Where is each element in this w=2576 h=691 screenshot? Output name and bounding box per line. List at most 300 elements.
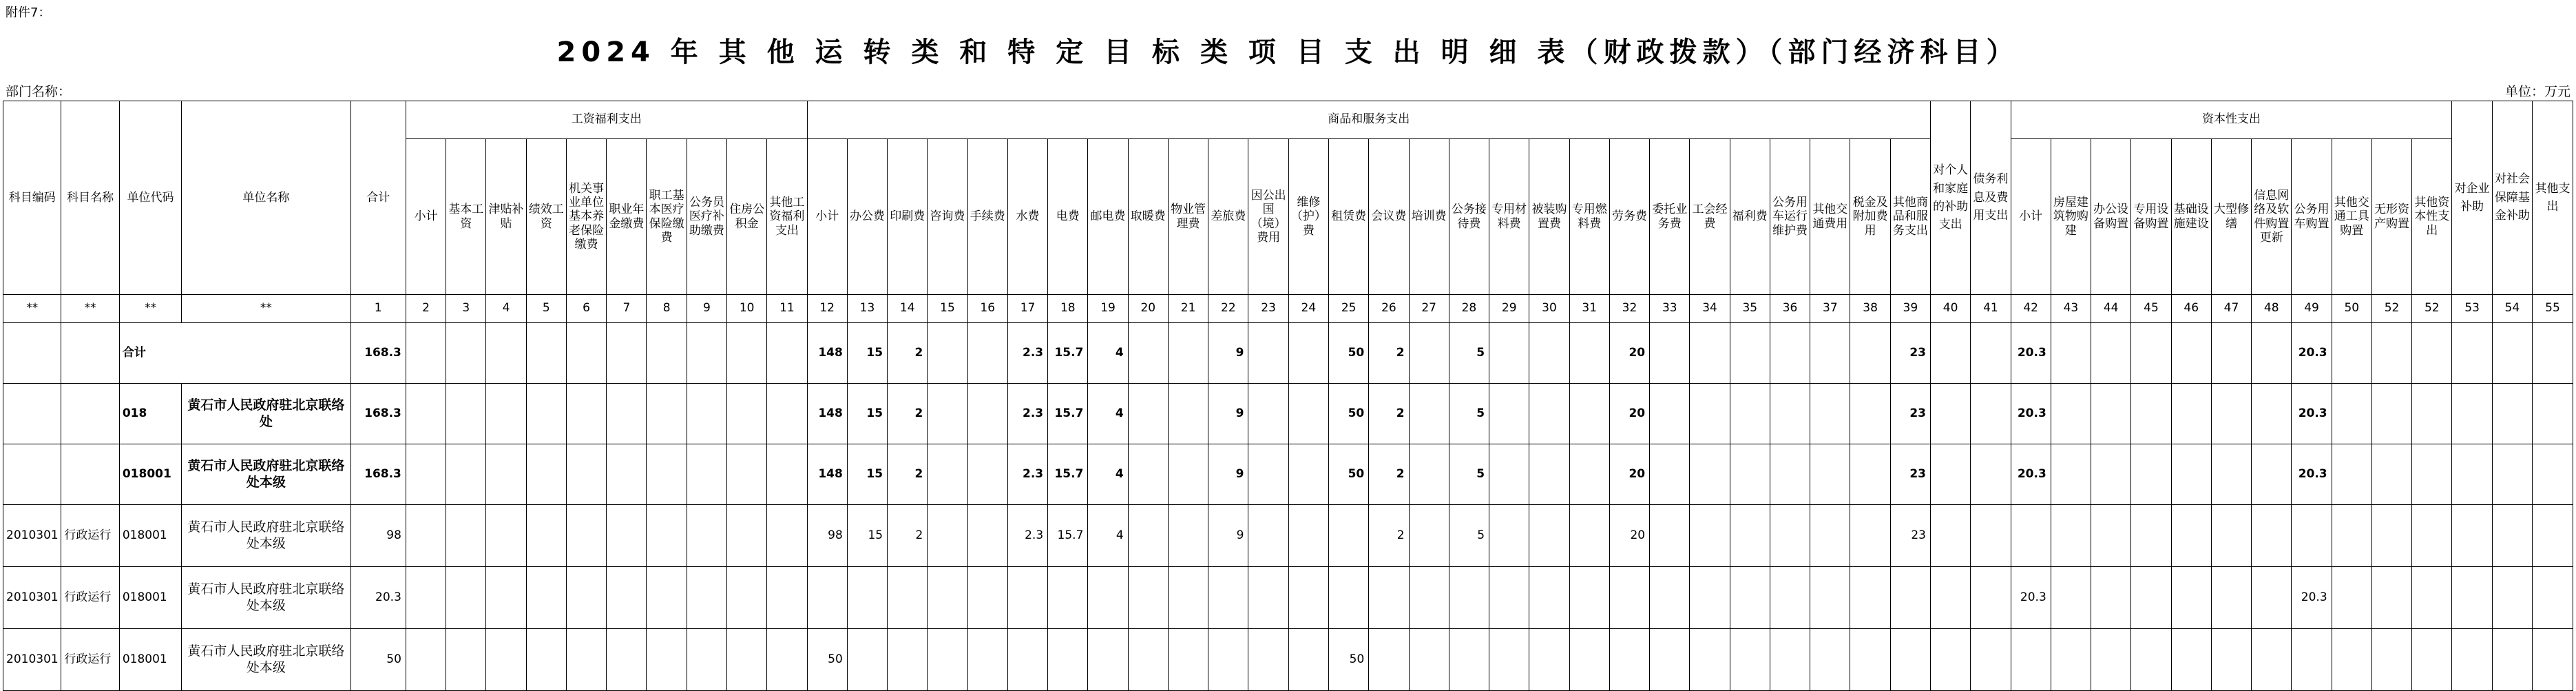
subject-code-cell [3,323,61,384]
unit-code-cell: 018 [119,384,181,444]
empty-cell [2211,567,2251,629]
empty-cell [2532,505,2573,567]
empty-cell [2412,505,2452,567]
index-cell: 31 [1569,295,1609,323]
index-cell: 20 [1128,295,1168,323]
empty-cell [1529,323,1569,384]
value-cell-labor: 20 [1609,505,1649,567]
empty-cell [2211,444,2251,505]
empty-cell [767,567,807,629]
empty-cell [888,629,928,691]
empty-cell [566,384,606,444]
empty-cell [1449,567,1489,629]
empty-cell [1248,567,1288,629]
index-cell: 50 [2332,295,2371,323]
empty-cell [1890,629,1930,691]
unit-code-cell: 018001 [119,567,181,629]
empty-cell [1168,505,1208,567]
empty-cell [566,629,606,691]
header-goods-col: 专用燃料费 [1569,139,1609,295]
index-cell: 7 [607,295,647,323]
empty-cell [1650,505,1690,567]
index-cell: 42 [2011,295,2051,323]
empty-cell [2332,444,2371,505]
empty-cell [967,567,1007,629]
index-cell: 10 [727,295,767,323]
empty-cell [1088,629,1128,691]
empty-cell [1449,629,1489,691]
subject-name-cell: 行政运行 [61,505,119,567]
empty-cell [607,384,647,444]
empty-cell [2091,505,2131,567]
header-goods-col: 公务接待费 [1449,139,1489,295]
empty-cell [1048,567,1088,629]
page-title: 2024 年 其 他 运 转 类 和 特 定 目 标 类 项 目 支 出 明 细 表（财政拨款）（部门经济科目） [556,37,2020,68]
empty-cell [2532,323,2573,384]
value-cell-g-sub: 148 [807,384,847,444]
unit-name-cell: 黄石市人民政府驻北京联络处本级 [182,505,350,567]
empty-cell [2412,567,2452,629]
empty-cell [2051,505,2091,567]
empty-cell [607,323,647,384]
index-cell: 13 [847,295,887,323]
value-cell-other-goods: 23 [1890,323,1930,384]
header-capital-col: 基础设施建设 [2171,139,2211,295]
empty-cell [1288,505,1328,567]
header-capital-col: 公务用车购置 [2292,139,2332,295]
empty-cell [2332,629,2371,691]
empty-cell [1409,323,1449,384]
index-cell: 52 [2371,295,2411,323]
empty-cell [1770,567,1810,629]
value-cell-travel: 9 [1208,505,1248,567]
value-cell-car: 20.3 [2292,323,2332,384]
empty-cell [1650,323,1690,384]
empty-cell [1248,629,1288,691]
header-capital-col: 其他交通工具购置 [2332,139,2371,295]
empty-cell [647,567,687,629]
empty-cell [1369,567,1409,629]
empty-cell [1288,323,1328,384]
table-row [3,505,2573,567]
header-row-groups [3,101,2573,139]
index-cell: 17 [1007,295,1047,323]
empty-cell [1409,505,1449,567]
subject-code-cell [3,444,61,505]
value-cell-total: 20.3 [350,567,406,629]
empty-cell [486,629,526,691]
empty-cell [2252,629,2292,691]
table-row [3,567,2573,629]
index-cell: 3 [446,295,486,323]
index-cell: 37 [1810,295,1850,323]
empty-cell [1850,323,1890,384]
empty-cell [1208,567,1248,629]
empty-cell [2011,629,2051,691]
table-row [3,629,2573,691]
index-cell: 16 [967,295,1007,323]
empty-cell [2532,444,2573,505]
index-cell: 54 [2492,295,2532,323]
header-group-goods: 商品和服务支出 [807,101,1930,139]
empty-cell [967,323,1007,384]
unit-name-cell: 黄石市人民政府驻北京联络处本级 [182,629,350,691]
header-subject-name: 科目名称 [61,101,119,295]
empty-cell [928,384,967,444]
empty-cell [967,629,1007,691]
empty-cell [406,444,446,505]
header-wage-col: 职业年金缴费 [607,139,647,295]
empty-cell [727,505,767,567]
index-cell: 25 [1329,295,1369,323]
empty-cell [1650,629,1690,691]
value-cell-g-sub: 148 [807,444,847,505]
empty-cell [566,444,606,505]
empty-cell [1930,567,1970,629]
empty-cell [2292,629,2332,691]
index-cell: 19 [1088,295,1128,323]
empty-cell [928,629,967,691]
value-cell-print: 2 [888,444,928,505]
value-cell-elec: 15.7 [1048,323,1088,384]
empty-cell [2091,323,2131,384]
empty-cell [1930,444,1970,505]
empty-cell [526,629,566,691]
empty-cell [2051,567,2091,629]
header-goods-col: 维修（护）费 [1288,139,1328,295]
empty-cell [406,384,446,444]
empty-cell [1730,567,1770,629]
empty-cell [2532,567,2573,629]
header-wage-col: 职工基本医疗保险缴费 [647,139,687,295]
empty-cell [1409,567,1449,629]
index-cell: 18 [1048,295,1088,323]
index-cell: 34 [1690,295,1730,323]
empty-cell [2492,384,2532,444]
empty-cell [1168,444,1208,505]
empty-cell [1690,505,1730,567]
value-cell-total: 168.3 [350,444,406,505]
empty-cell [1288,384,1328,444]
empty-cell [1770,384,1810,444]
empty-cell [2252,567,2292,629]
empty-cell [1930,629,1970,691]
subject-name-cell [61,384,119,444]
value-cell-car: 20.3 [2292,567,2332,629]
header-group-wage: 工资福利支出 [406,101,807,139]
header-goods-col: 咨询费 [928,139,967,295]
empty-cell [2412,323,2452,384]
empty-cell [2131,384,2171,444]
empty-cell [2412,629,2452,691]
empty-cell [1248,323,1288,384]
empty-cell [406,323,446,384]
value-cell-office: 15 [847,323,887,384]
subject-name-cell [61,444,119,505]
empty-cell [1930,384,1970,444]
empty-cell [2492,629,2532,691]
empty-cell [1208,629,1248,691]
department-name-label: 部门名称： [6,84,72,99]
value-cell-post: 4 [1088,444,1128,505]
empty-cell [1329,567,1369,629]
empty-cell [2171,444,2211,505]
empty-cell [727,384,767,444]
value-cell-office: 15 [847,384,887,444]
value-cell-water: 2.3 [1007,505,1047,567]
header-capital-col: 信息网络及软件购置更新 [2252,139,2292,295]
value-cell-labor: 20 [1609,323,1649,384]
value-cell-rent: 50 [1329,384,1369,444]
index-cell: 48 [2252,295,2292,323]
empty-cell [2412,384,2452,444]
header-goods-col: 办公费 [847,139,887,295]
empty-cell [2452,567,2492,629]
empty-cell [2211,505,2251,567]
header-wage-col: 绩效工资 [526,139,566,295]
index-cell: 6 [566,295,606,323]
empty-cell [1690,567,1730,629]
empty-cell [1690,444,1730,505]
empty-cell [2252,444,2292,505]
index-cell: 52 [2412,295,2452,323]
empty-cell [1369,629,1409,691]
table-row-total [3,323,2573,384]
value-cell-water: 2.3 [1007,444,1047,505]
header-individual-subsidy: 对个人和家庭的补助支出 [1930,101,1970,295]
empty-cell [446,567,486,629]
unit-code-cell: 018001 [119,629,181,691]
empty-cell [1690,629,1730,691]
empty-cell [526,323,566,384]
empty-cell [2211,384,2251,444]
empty-cell [1770,505,1810,567]
empty-cell [2211,323,2251,384]
empty-cell [1810,567,1850,629]
empty-cell [1810,629,1850,691]
header-capital-col: 房屋建筑物购建 [2051,139,2091,295]
index-cell: 46 [2171,295,2211,323]
empty-cell [1930,323,1970,384]
empty-cell [967,444,1007,505]
empty-cell [687,567,726,629]
index-cell: 29 [1489,295,1529,323]
unit-code-cell: 018001 [119,505,181,567]
empty-cell [2131,323,2171,384]
subject-name-cell: 行政运行 [61,629,119,691]
empty-cell [1168,323,1208,384]
empty-cell [1569,384,1609,444]
header-wage-col: 住房公积金 [727,139,767,295]
empty-cell [1529,384,1569,444]
header-subject-code: 科目编码 [3,101,61,295]
value-cell-reception: 5 [1449,444,1489,505]
index-cell: 23 [1248,295,1288,323]
index-cell: ** [61,295,119,323]
empty-cell [1609,629,1649,691]
empty-cell [406,629,446,691]
empty-cell [2332,567,2371,629]
header-goods-col: 物业管理费 [1168,139,1208,295]
index-cell: ** [3,295,61,323]
header-enterprise-subsidy: 对企业补助 [2452,101,2492,295]
empty-cell [2292,505,2332,567]
index-cell: ** [119,295,181,323]
value-cell-car: 20.3 [2292,384,2332,444]
empty-cell [486,567,526,629]
empty-cell [486,384,526,444]
index-cell: 1 [350,295,406,323]
header-goods-col: 因公出国（境）费用 [1248,139,1288,295]
empty-cell [967,384,1007,444]
value-cell-travel: 9 [1208,444,1248,505]
index-cell: 30 [1529,295,1569,323]
empty-cell [526,567,566,629]
expenditure-table [3,101,2573,691]
empty-cell [607,505,647,567]
attachment-label: 附件7： [6,6,51,20]
index-cell: 32 [1609,295,1649,323]
empty-cell [1690,323,1730,384]
empty-cell [1288,567,1328,629]
unit-label: 单位：万元 [2504,84,2570,99]
index-cell: 28 [1449,295,1489,323]
value-cell-print: 2 [888,323,928,384]
value-cell-reception: 5 [1449,384,1489,444]
empty-cell [1569,567,1609,629]
empty-cell [2492,444,2532,505]
value-cell-travel: 9 [1208,323,1248,384]
unit-name-cell: 黄石市人民政府驻北京联络处 [182,384,350,444]
index-cell: 2 [406,295,446,323]
value-cell-total: 50 [350,629,406,691]
total-label-cell: 合计 [119,323,350,384]
index-cell: 26 [1369,295,1409,323]
index-cell: 39 [1890,295,1930,323]
empty-cell [607,567,647,629]
header-unit-code: 单位代码 [119,101,181,295]
value-cell-meeting: 2 [1369,384,1409,444]
empty-cell [2091,444,2131,505]
value-cell-post: 4 [1088,384,1128,444]
index-cell: 53 [2452,295,2492,323]
empty-cell [1529,444,1569,505]
empty-cell [2452,629,2492,691]
empty-cell [2452,323,2492,384]
empty-cell [1971,567,2011,629]
empty-cell [1489,567,1529,629]
empty-cell [2371,629,2411,691]
subject-code-cell [3,384,61,444]
index-cell: 41 [1971,295,2011,323]
header-wage-col: 公务员医疗补助缴费 [687,139,726,295]
header-total: 合计 [350,101,406,295]
empty-cell [1650,444,1690,505]
empty-cell [2452,384,2492,444]
header-wage-col: 基本工资 [446,139,486,295]
empty-cell [1810,505,1850,567]
empty-cell [767,323,807,384]
index-cell: 36 [1770,295,1810,323]
empty-cell [928,323,967,384]
subject-code-cell: 2010301 [3,629,61,691]
header-goods-col: 被装购置费 [1529,139,1569,295]
empty-cell [2051,323,2091,384]
empty-cell [847,567,887,629]
value-cell-reception: 5 [1449,323,1489,384]
value-cell-elec: 15.7 [1048,444,1088,505]
value-cell-total: 168.3 [350,323,406,384]
empty-cell [807,567,847,629]
header-wage-col: 机关事业单位基本养老保险缴费 [566,139,606,295]
table-row-unit [3,444,2573,505]
empty-cell [486,444,526,505]
empty-cell [486,505,526,567]
value-cell-travel: 9 [1208,384,1248,444]
index-cell: 15 [928,295,967,323]
empty-cell [1128,323,1168,384]
index-cell: 4 [486,295,526,323]
empty-cell [647,323,687,384]
empty-cell [2532,629,2573,691]
value-cell-post: 4 [1088,505,1128,567]
empty-cell [2332,323,2371,384]
empty-cell [1850,384,1890,444]
header-capital-col: 无形资产购置 [2371,139,2411,295]
empty-cell [687,629,726,691]
index-cell: 49 [2292,295,2332,323]
index-cell: 14 [888,295,928,323]
empty-cell [2492,505,2532,567]
header-capital-col: 大型修缮 [2211,139,2251,295]
empty-cell [1489,384,1529,444]
subject-code-cell: 2010301 [3,567,61,629]
empty-cell [1288,444,1328,505]
value-cell-g-sub: 148 [807,323,847,384]
header-goods-col: 劳务费 [1609,139,1649,295]
empty-cell [1971,323,2011,384]
empty-cell [2532,384,2573,444]
empty-cell [607,444,647,505]
header-goods-col: 福利费 [1730,139,1770,295]
header-goods-col: 其他交通费用 [1810,139,1850,295]
header-goods-col: 小计 [807,139,847,295]
header-goods-col: 邮电费 [1088,139,1128,295]
empty-cell [1730,384,1770,444]
value-cell-rent: 50 [1329,444,1369,505]
header-goods-col: 印刷费 [888,139,928,295]
header-group-capital: 资本性支出 [2011,101,2452,139]
empty-cell [647,505,687,567]
empty-cell [1850,629,1890,691]
empty-cell [1168,629,1208,691]
index-cell: 9 [687,295,726,323]
empty-cell [1569,323,1609,384]
empty-cell [928,505,967,567]
empty-cell [1128,505,1168,567]
value-cell-g-sub: 50 [807,629,847,691]
value-cell-print: 2 [888,384,928,444]
header-unit-name: 单位名称 [182,101,350,295]
index-cell: 45 [2131,295,2171,323]
empty-cell [1489,505,1529,567]
empty-cell [1850,567,1890,629]
empty-cell [1609,567,1649,629]
empty-cell [406,567,446,629]
empty-cell [1409,444,1449,505]
value-cell-labor: 20 [1609,384,1649,444]
value-cell-reception: 5 [1449,505,1489,567]
